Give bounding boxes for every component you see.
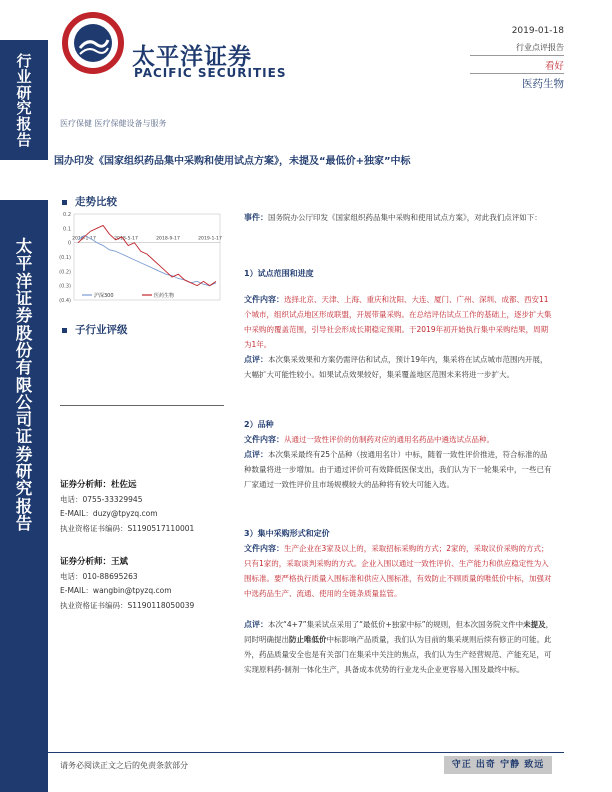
comment-text: 本次“4+7”集采试点采用了“最低价+独家中标”的规则，但本次国务院文件中 xyxy=(268,620,524,629)
analyst-cert: 执业资格证书编码：S1190118050039 xyxy=(60,600,195,610)
content-text: 生产企业在3家及以上的，采取招标采购的方式；2家的，采取议价采购的方式；只有1家的，采取谈判采购的方式。企业入围以通过一致性评价、生产能力和供应稳定性为入围标准。要严格执行质量入围标准和供应入围标准，有效防止不顾质量的唯低价中标，加强对中选药品生产、流通、使用的全链条质量监管。 xyxy=(244,544,552,598)
analyst-email[interactable]: E-MAIL：duzy@tpyzq.com xyxy=(60,509,158,518)
logo-name-cn: 太平洋证券 xyxy=(132,44,252,70)
event-label: 事件： xyxy=(244,213,268,222)
series-line xyxy=(78,225,216,285)
x-tick-label: 2019-1-17 xyxy=(198,236,222,242)
content-label: 文件内容： xyxy=(244,435,284,444)
y-tick-label: 0.1 xyxy=(63,226,71,233)
breadcrumb: 医疗保健 医疗保健设备与服务 xyxy=(60,119,167,128)
comment-label: 点评： xyxy=(244,620,268,629)
comment-emphasis: 未提及 xyxy=(523,620,546,629)
analyst-block-1 xyxy=(60,478,194,536)
report-type: 行业点评报告 xyxy=(516,43,564,52)
event-paragraph xyxy=(244,210,554,225)
analyst-name: 证券分析师：王斌 xyxy=(60,557,129,567)
header-divider-2 xyxy=(470,73,564,74)
section-2-heading: 2）品种 xyxy=(244,420,274,429)
content-label: 文件内容： xyxy=(244,295,284,304)
sidebar-top-label: 行 业 研 究 报 告 xyxy=(16,52,32,149)
left-divider xyxy=(60,405,224,406)
x-tick-label: 2018-9-17 xyxy=(156,236,180,242)
logo-wave-icon xyxy=(74,24,112,62)
analyst-phone: 电话：010-88695263 xyxy=(60,571,138,581)
content-label: 文件内容： xyxy=(244,544,284,553)
comment-text: 本次集采效果和方案仍需评估和试点，预计19年内，集采将在试点城市范围内开展，大幅扩大可能性较小。如果试点效果较好，集采覆盖地区范围未来将进一步扩大。 xyxy=(244,355,548,379)
sidebar-bottom-band xyxy=(0,200,48,792)
comment-text: 中标影响产品质量，我们认为目前的集采规则后续有修正的可能。此外，药品质量安全也是有关部门在集采中关注的焦点，我们认为生产经营规范、产能充足，可实现原料药-制剂一体化生产，具备成本优势的行业龙头企业更容易入围及最终中标。 xyxy=(244,635,552,674)
report-title: 国办印发《国家组织药品集中采购和使用试点方案》，未提及“最低价+独家”中标 xyxy=(54,156,411,167)
section-1-comment xyxy=(244,352,554,382)
series-line xyxy=(78,236,216,286)
analyst-block-2 xyxy=(60,555,194,613)
legend-label: 医药生物 xyxy=(154,293,175,299)
comment-emphasis: 防止唯低价 xyxy=(289,635,327,644)
content-text: 从通过一致性评价的仿制药对应的通用名药品中遴选试点品种。 xyxy=(284,435,494,444)
logo-mark xyxy=(74,24,112,62)
analyst-name: 证券分析师：杜佐远 xyxy=(60,480,137,490)
sidebar-bottom-label: 太 平 洋 证 券 股 份 有 限 公 司 证 券 研 究 报 告 xyxy=(15,237,33,533)
y-tick-label: (0.1) xyxy=(59,255,71,261)
comment-text: 本次集采最终有25个品种（按通用名计）中标，随着一致性评价推进，符合标准的品种数量将进一步增加。由于通过评价可有效降低医保支出，我们认为下一轮集采中，一些已有厂家通过一致性评价且市场规模较大的品种将有较大可能入选。 xyxy=(244,450,552,489)
section-3-heading: 3）集中采购形式和定价 xyxy=(244,529,330,538)
content-text: 选择北京、天津、上海、重庆和沈阳、大连、厦门、广州、深圳、成都、西安11个城市，组织试点地区形成联盟，开展带量采购。在总结评估试点工作的基础上，逐步扩大集中采购的覆盖范围，引导社会形成长期稳定预期。于2019年初开始执行集中采购结果，周期为1年。 xyxy=(244,295,552,349)
section-1-content xyxy=(244,292,554,352)
section-3-content xyxy=(244,541,554,601)
sub-rating-label: 子行业评级 xyxy=(75,324,128,336)
report-date: 2019-01-18 xyxy=(511,26,564,36)
y-tick-label: 0 xyxy=(67,240,71,247)
x-tick-label: 2018-1-17 xyxy=(72,236,96,242)
section-3-comment xyxy=(244,617,554,677)
trend-chart xyxy=(52,208,232,318)
industry-name: 医药生物 xyxy=(522,78,564,90)
sidebar-top-band xyxy=(0,40,48,160)
section-1-heading: 1）试点范围和进度 xyxy=(244,269,314,278)
chart-frame xyxy=(74,214,220,300)
sub-rating-heading xyxy=(62,322,128,337)
footer-divider xyxy=(48,752,564,753)
rating: 看好 xyxy=(544,61,564,72)
trend-heading xyxy=(62,194,117,209)
header-divider xyxy=(470,55,564,56)
comment-label: 点评： xyxy=(244,450,268,459)
legend-label: 沪深300 xyxy=(94,293,114,299)
analyst-cert: 执业资格证书编码：S1190517110001 xyxy=(60,523,195,533)
y-tick-label: (0.4) xyxy=(59,298,71,304)
logo-name-en: PACIFIC SECURITIES xyxy=(134,66,287,80)
analyst-email[interactable]: E-MAIL：wangbin@tpyzq.com xyxy=(60,586,172,595)
bullet-square-icon xyxy=(62,200,67,205)
analyst-phone: 电话：0755-33329945 xyxy=(60,494,143,504)
y-tick-label: (0.3) xyxy=(59,283,71,290)
x-tick-label: 2018-5-17 xyxy=(114,236,138,242)
comment-label: 点评： xyxy=(244,355,268,364)
event-text: 国务院办公厅印发《国家组织药品集中采购和使用试点方案》，对此我们点评如下： xyxy=(268,213,542,222)
y-tick-label: (0.2) xyxy=(59,269,71,276)
footer-disclaimer: 请务必阅读正文之后的免责条款部分 xyxy=(60,761,188,770)
section-2-content xyxy=(244,432,554,447)
y-tick-label: 0.2 xyxy=(63,212,71,218)
trend-heading-label: 走势比较 xyxy=(75,196,117,208)
section-2-comment xyxy=(244,447,554,492)
footer-slogan: 守正 出奇 宁静 致远 xyxy=(444,756,552,774)
bullet-square-icon xyxy=(62,328,67,333)
comment-text: ，同时明确提出 xyxy=(244,620,554,644)
